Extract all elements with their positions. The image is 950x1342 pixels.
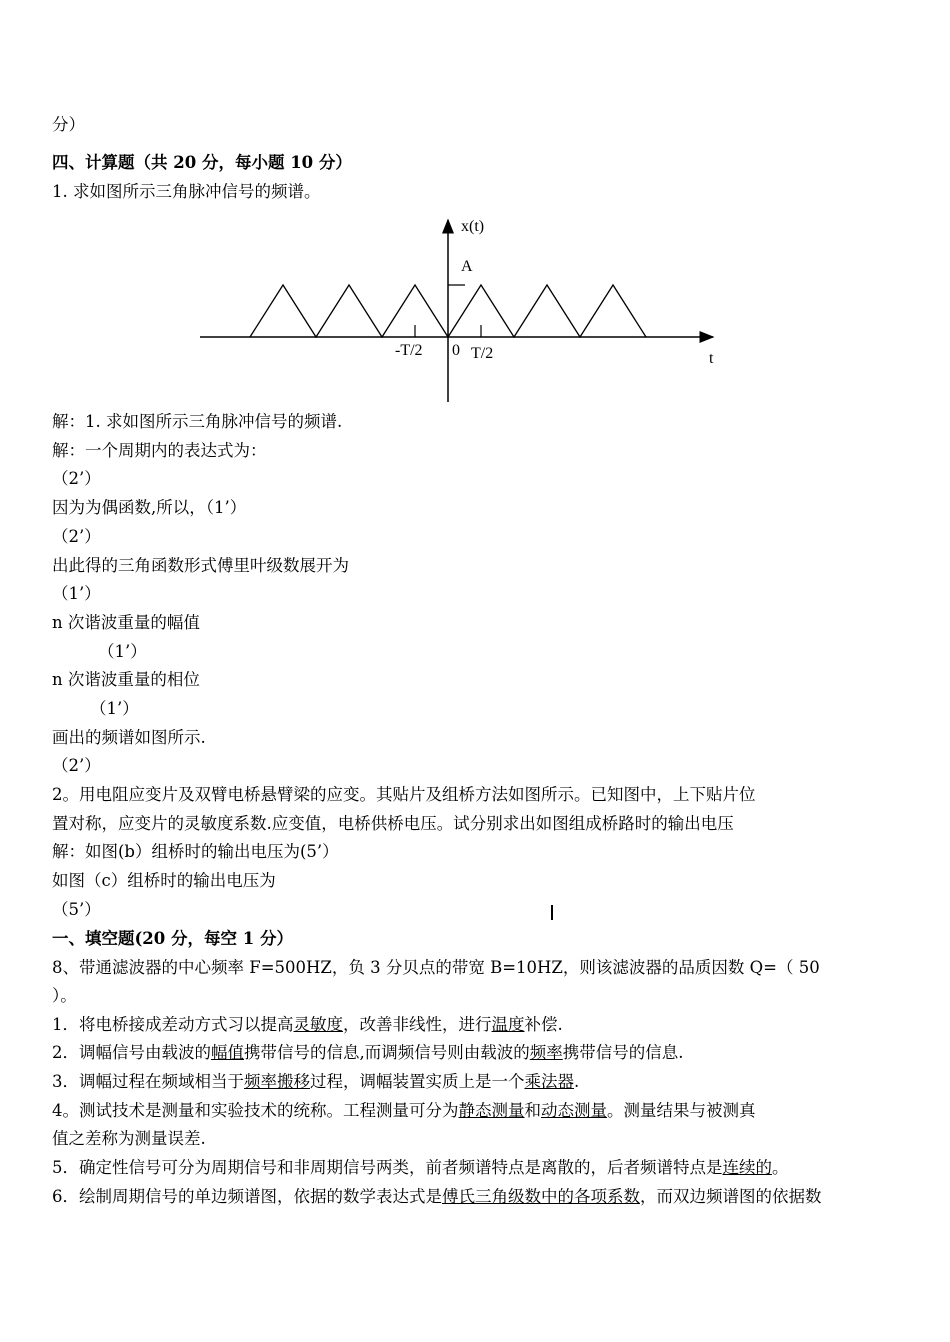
solution-line: （1’） [90, 699, 139, 718]
solution-line: 解：一个周期内的表达式为： [52, 441, 267, 460]
fill-q8-line1: 8、带通滤波器的中心频率 F=500HZ，负 3 分贝点的带宽 B=10HZ，则该滤波器的品质因数 Q=（ 50 [52, 958, 820, 977]
answer-blank: 幅值 [211, 1043, 244, 1062]
question-2-answer1: 解：如图(b）组桥时的输出电压为(5’） [52, 842, 339, 861]
fill-q1: 1．将电桥接成差动方式习以提高灵敏度，改善非线性，进行温度补偿. [52, 1015, 563, 1034]
answer-blank: 频率搬移 [244, 1072, 310, 1091]
answer-blank: 连续的 [722, 1158, 772, 1177]
section4-heading: 四、计算题（共 20 分，每小题 10 分） [52, 153, 352, 172]
answer-blank: 傅氏三角级数中的各项系数 [442, 1187, 640, 1206]
x-axis-label: t [709, 350, 714, 367]
question-1: 1. 求如图所示三角脉冲信号的频谱。 [52, 182, 321, 201]
text-cursor [551, 905, 553, 920]
fill-q6: 6．绘制周期信号的单边频谱图，依据的数学表达式是傅氏三角级数中的各项系数，而双边频谱图的依据数 [52, 1187, 822, 1206]
tick-label-neg: -T/2 [395, 342, 423, 359]
tick-label-pos: T/2 [471, 345, 494, 362]
fill-q5: 5．确定性信号可分为周期信号和非周期信号两类，前者频谱特点是离散的，后者频谱特点是连续的。 [52, 1158, 789, 1177]
question-2-answer3: （5’） [52, 900, 101, 919]
amplitude-label: A [461, 258, 473, 275]
answer-blank: 灵敏度 [293, 1015, 343, 1034]
answer-blank: 乘法器 [524, 1072, 574, 1091]
fill-q4: 4。测试技术是测量和实验技术的统称。工程测量可分为静态测量和动态测量。测量结果与被测真 [52, 1101, 756, 1120]
solution-line: （2’） [52, 756, 101, 775]
solution-line: 解：1. 求如图所示三角脉冲信号的频谱. [52, 412, 343, 431]
question-2-line1: 2。用电阻应变片及双臂电桥悬臂梁的应变。其贴片及组桥方法如图所示。已知图中，上下贴片位 [52, 785, 756, 804]
solution-line: （2’） [52, 469, 101, 488]
solution-line: n 次谐波重量的相位 [52, 670, 200, 689]
y-axis-label: x(t) [461, 218, 485, 235]
section1-heading: 一、填空题(20 分，每空 1 分） [52, 929, 293, 948]
solution-line: （1’） [52, 584, 101, 603]
solution-line: 因为为偶函数,所以，（1’） [52, 498, 247, 517]
question-2-line2: 置对称，应变片的灵敏度系数.应变值，电桥供桥电压。试分别求出如图组成桥路时的输出电压 [52, 814, 734, 833]
solution-line: （2’） [52, 527, 101, 546]
fill-q3: 3．调幅过程在频域相当于频率搬移过程，调幅装置实质上是一个乘法器. [52, 1072, 580, 1091]
answer-blank: 静态测量 [458, 1101, 525, 1120]
solution-line: 画出的频谱如图所示. [52, 728, 206, 747]
solution-line: n 次谐波重量的幅值 [52, 613, 200, 632]
answer-blank: 动态测量 [541, 1101, 607, 1120]
answer-blank: 频率 [529, 1043, 563, 1062]
triangle-pulse-figure [195, 212, 725, 407]
question-2-answer2: 如图（c）组桥时的输出电压为 [52, 871, 276, 890]
solution-line: （1’） [98, 642, 147, 661]
answer-blank: 温度 [491, 1015, 525, 1034]
solution-line: 出此得的三角函数形式傅里叶级数展开为 [52, 556, 349, 575]
top-fragment: 分） [52, 115, 85, 134]
fill-q4-cont: 值之差称为测量误差. [52, 1129, 206, 1148]
fill-q2: 2．调幅信号由载波的幅值携带信号的信息,而调频信号则由载波的频率携带信号的信息. [52, 1043, 684, 1062]
tick-label-zero: 0 [452, 342, 460, 359]
fill-q8-line2: ）。 [52, 986, 77, 1005]
